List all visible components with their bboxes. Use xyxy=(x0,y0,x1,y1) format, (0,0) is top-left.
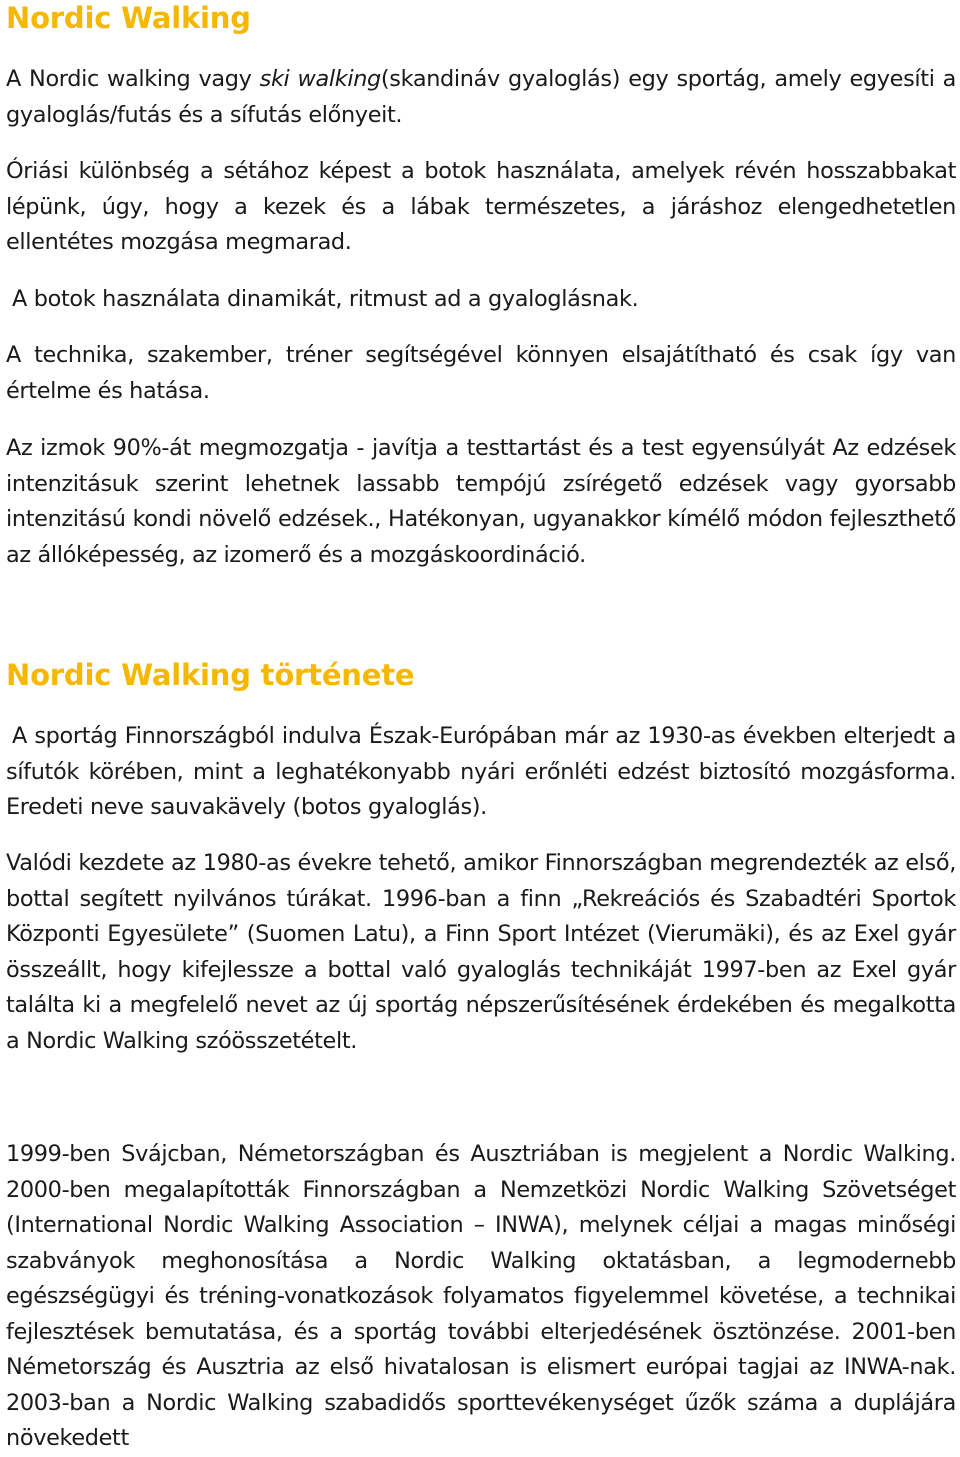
paragraph-intro-start: A Nordic walking vagy xyxy=(6,66,260,92)
paragraph-history-origin: A sportág Finnországból indulva Észak-Európában már az 1930-as években elterjedt a sífutók körében, mint a leghatékonyabb nyári erőnléti edzést biztosító mozgásforma. Eredeti neve sauvakävely (botos gyaloglás). xyxy=(6,723,956,820)
section-title-history: Nordic Walking története xyxy=(6,658,415,692)
paragraph-intro-end: (skandináv gyaloglás) egy sportág, amely egyesíti a gyaloglás/futás és a sífutás előnyeit. xyxy=(6,66,957,128)
paragraph-difference: Óriási különbség a sétához képest a botok használata, amelyek révén hosszabbakat lépünk, úgy, hogy a kezek és a lábak természetes, a járáshoz elengedhetetlen ellentétes mozgása megmarad. xyxy=(6,158,956,255)
paragraph-muscles: Az izmok 90%-át megmozgatja - javítja a testtartást és a test egyensúlyát Az edzések intenzitásuk szerint lehetnek lassabb tempójú zsírégető edzések vagy gyorsabb intenzitású kondi növelő edzések., Hatékonyan, ugyanakkor kímélő módon fejleszthető az állóképesség, az izomerő és a mozgáskoordináció. xyxy=(6,435,956,568)
paragraph-poles-rhythm: A botok használata dinamikát, ritmust ad a gyaloglásnak. xyxy=(12,286,639,312)
paragraph-history-beginning: Valódi kezdete az 1980-as évekre tehető, amikor Finnországban megrendezték az első, bottal segített nyilvános túrákat. 1996-ban a finn „Rekreációs és Szabadtéri Sportok Központi Egyesülete” (Suomen Latu), a Finn Sport Intézet (Vierumäki), és az Exel gyár összeállt, hogy kifejlessze a bottal való gyaloglás technikáját 1997-ben az Exel gyár találta ki a megfelelő nevet az új sportág népszerűsítésének érdekében és megalkotta a Nordic Walking szóösszetételt. xyxy=(6,850,956,1054)
paragraph-history-spread: 1999-ben Svájcban, Németországban és Ausztriában is megjelent a Nordic Walking. 2000-ben megalapították Finnországban a Nemzetközi Nordic Walking Szövetséget (International Nordic Walking Association – INWA), melynek céljai a magas minőségi szabványok meghonosítása a Nordic Walking oktatásban, a legmodernebb egészségügyi és tréning-vonatkozások folyamatos figyelemmel követése, a technikai fejlesztések bemutatása, és a sportág további elterjedésének ösztönzése. 2001-ben Németország és Ausztria az első hivatalosan is elismert európai tagjai az INWA-nak. 2003-ban a Nordic Walking szabadidős sporttevékenységet űzők száma a duplájára növekedett xyxy=(6,1141,956,1451)
paragraph-intro-italic-term: ski walking xyxy=(259,66,381,92)
paragraph-technique: A technika, szakember, tréner segítségével könnyen elsajátítható és csak így van értelme és hatása. xyxy=(6,342,956,404)
paragraph-intro xyxy=(6,62,956,133)
section-title-nordic-walking: Nordic Walking xyxy=(6,1,251,35)
